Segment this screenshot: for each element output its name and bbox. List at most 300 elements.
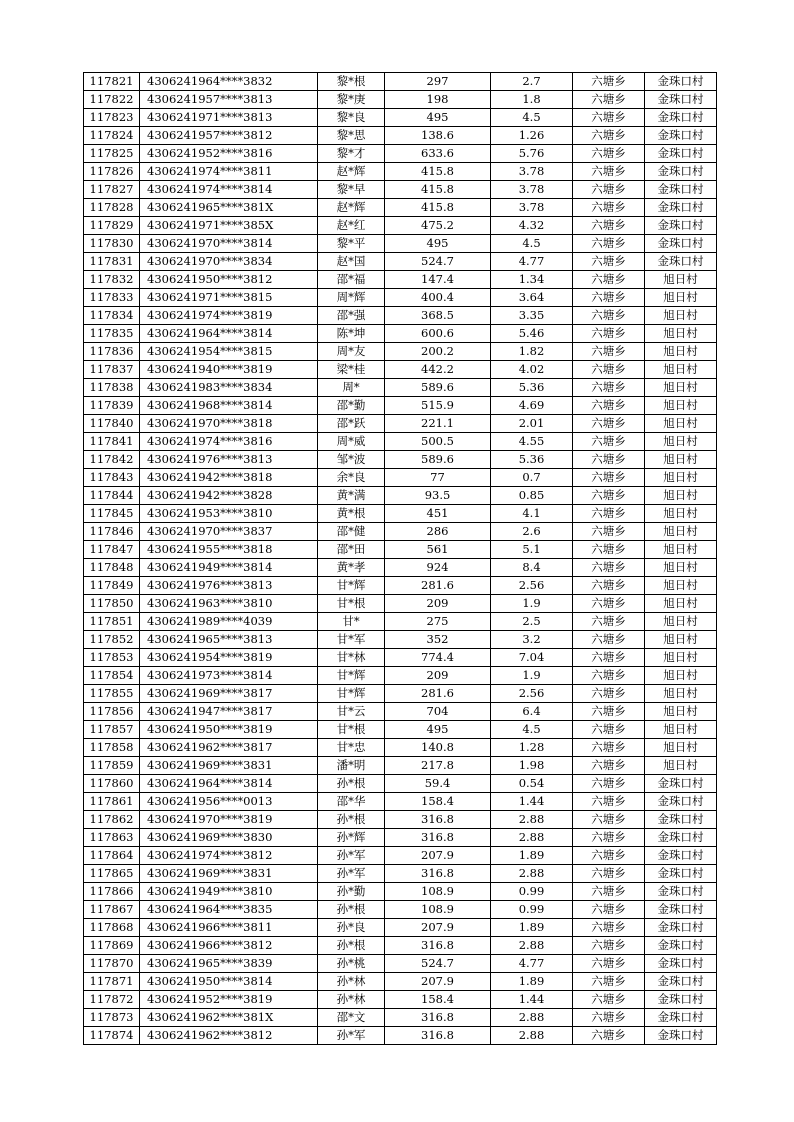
row-number-cell: 117861 (84, 793, 140, 811)
name-cell: 周*友 (318, 343, 385, 361)
id-number-cell: 4306241954****3815 (140, 343, 318, 361)
township-cell: 六塘乡 (573, 127, 645, 145)
name-cell: 黄*根 (318, 505, 385, 523)
amount-cell: 589.6 (385, 379, 491, 397)
row-number-cell: 117857 (84, 721, 140, 739)
row-number-cell: 117841 (84, 433, 140, 451)
name-cell: 甘*根 (318, 721, 385, 739)
name-cell: 孙*林 (318, 973, 385, 991)
name-cell: 甘*云 (318, 703, 385, 721)
table-row (84, 865, 717, 883)
area-cell: 2.56 (491, 685, 573, 703)
village-cell: 金珠口村 (645, 829, 717, 847)
name-cell: 甘*辉 (318, 577, 385, 595)
township-cell: 六塘乡 (573, 325, 645, 343)
id-number-cell: 4306241973****3814 (140, 667, 318, 685)
id-number-cell: 4306241942****3828 (140, 487, 318, 505)
id-number-cell: 4306241950****3812 (140, 271, 318, 289)
row-number-cell: 117844 (84, 487, 140, 505)
amount-cell: 207.9 (385, 973, 491, 991)
area-cell: 1.26 (491, 127, 573, 145)
area-cell: 1.34 (491, 271, 573, 289)
village-cell: 旭日村 (645, 667, 717, 685)
table-row (84, 415, 717, 433)
row-number-cell: 117858 (84, 739, 140, 757)
amount-cell: 500.5 (385, 433, 491, 451)
name-cell: 邵*健 (318, 523, 385, 541)
table-row (84, 649, 717, 667)
township-cell: 六塘乡 (573, 163, 645, 181)
village-cell: 金珠口村 (645, 91, 717, 109)
township-cell: 六塘乡 (573, 793, 645, 811)
township-cell: 六塘乡 (573, 415, 645, 433)
area-cell: 0.85 (491, 487, 573, 505)
village-cell: 旭日村 (645, 505, 717, 523)
data-table (83, 72, 717, 1045)
township-cell: 六塘乡 (573, 1009, 645, 1027)
area-cell: 4.5 (491, 235, 573, 253)
area-cell: 4.77 (491, 955, 573, 973)
table-row (84, 1009, 717, 1027)
amount-cell: 316.8 (385, 1027, 491, 1045)
id-number-cell: 4306241940****3819 (140, 361, 318, 379)
row-number-cell: 117840 (84, 415, 140, 433)
village-cell: 金珠口村 (645, 775, 717, 793)
row-number-cell: 117847 (84, 541, 140, 559)
township-cell: 六塘乡 (573, 577, 645, 595)
area-cell: 1.9 (491, 595, 573, 613)
village-cell: 金珠口村 (645, 865, 717, 883)
table-row (84, 667, 717, 685)
township-cell: 六塘乡 (573, 145, 645, 163)
id-number-cell: 4306241955****3818 (140, 541, 318, 559)
village-cell: 旭日村 (645, 595, 717, 613)
township-cell: 六塘乡 (573, 667, 645, 685)
amount-cell: 415.8 (385, 199, 491, 217)
village-cell: 旭日村 (645, 721, 717, 739)
village-cell: 旭日村 (645, 289, 717, 307)
area-cell: 1.28 (491, 739, 573, 757)
village-cell: 旭日村 (645, 451, 717, 469)
village-cell: 金珠口村 (645, 847, 717, 865)
village-cell: 金珠口村 (645, 793, 717, 811)
name-cell: 甘*根 (318, 595, 385, 613)
table-row (84, 595, 717, 613)
table-row (84, 433, 717, 451)
area-cell: 3.35 (491, 307, 573, 325)
table-row (84, 217, 717, 235)
village-cell: 旭日村 (645, 541, 717, 559)
name-cell: 孙*桃 (318, 955, 385, 973)
table-row (84, 235, 717, 253)
id-number-cell: 4306241965****381X (140, 199, 318, 217)
table-row (84, 847, 717, 865)
row-number-cell: 117867 (84, 901, 140, 919)
amount-cell: 286 (385, 523, 491, 541)
id-number-cell: 4306241974****3812 (140, 847, 318, 865)
table-row (84, 883, 717, 901)
village-cell: 旭日村 (645, 523, 717, 541)
area-cell: 3.64 (491, 289, 573, 307)
amount-cell: 198 (385, 91, 491, 109)
id-number-cell: 4306241974****3819 (140, 307, 318, 325)
name-cell: 邹*波 (318, 451, 385, 469)
row-number-cell: 117843 (84, 469, 140, 487)
name-cell: 邵*跃 (318, 415, 385, 433)
village-cell: 金珠口村 (645, 919, 717, 937)
amount-cell: 297 (385, 73, 491, 91)
row-number-cell: 117842 (84, 451, 140, 469)
table-row (84, 541, 717, 559)
name-cell: 黎*平 (318, 235, 385, 253)
area-cell: 1.89 (491, 919, 573, 937)
row-number-cell: 117849 (84, 577, 140, 595)
area-cell: 5.76 (491, 145, 573, 163)
area-cell: 2.88 (491, 937, 573, 955)
township-cell: 六塘乡 (573, 883, 645, 901)
row-number-cell: 117856 (84, 703, 140, 721)
amount-cell: 316.8 (385, 811, 491, 829)
id-number-cell: 4306241964****3814 (140, 325, 318, 343)
table-row (84, 181, 717, 199)
name-cell: 邵*强 (318, 307, 385, 325)
amount-cell: 415.8 (385, 163, 491, 181)
amount-cell: 475.2 (385, 217, 491, 235)
row-number-cell: 117828 (84, 199, 140, 217)
amount-cell: 352 (385, 631, 491, 649)
name-cell: 余*良 (318, 469, 385, 487)
name-cell: 周* (318, 379, 385, 397)
area-cell: 2.88 (491, 811, 573, 829)
row-number-cell: 117874 (84, 1027, 140, 1045)
village-cell: 金珠口村 (645, 955, 717, 973)
village-cell: 旭日村 (645, 397, 717, 415)
name-cell: 潘*明 (318, 757, 385, 775)
amount-cell: 524.7 (385, 955, 491, 973)
name-cell: 黎*早 (318, 181, 385, 199)
amount-cell: 589.6 (385, 451, 491, 469)
row-number-cell: 117827 (84, 181, 140, 199)
row-number-cell: 117825 (84, 145, 140, 163)
area-cell: 4.69 (491, 397, 573, 415)
id-number-cell: 4306241969****3831 (140, 757, 318, 775)
row-number-cell: 117865 (84, 865, 140, 883)
id-number-cell: 4306241983****3834 (140, 379, 318, 397)
id-number-cell: 4306241962****3817 (140, 739, 318, 757)
name-cell: 赵*辉 (318, 163, 385, 181)
village-cell: 旭日村 (645, 271, 717, 289)
township-cell: 六塘乡 (573, 217, 645, 235)
area-cell: 1.44 (491, 793, 573, 811)
amount-cell: 524.7 (385, 253, 491, 271)
township-cell: 六塘乡 (573, 739, 645, 757)
township-cell: 六塘乡 (573, 397, 645, 415)
amount-cell: 924 (385, 559, 491, 577)
area-cell: 8.4 (491, 559, 573, 577)
table-row (84, 559, 717, 577)
amount-cell: 704 (385, 703, 491, 721)
name-cell: 孙*林 (318, 991, 385, 1009)
id-number-cell: 4306241952****3819 (140, 991, 318, 1009)
township-cell: 六塘乡 (573, 199, 645, 217)
amount-cell: 207.9 (385, 847, 491, 865)
amount-cell: 140.8 (385, 739, 491, 757)
id-number-cell: 4306241962****381X (140, 1009, 318, 1027)
area-cell: 2.88 (491, 865, 573, 883)
table-row (84, 379, 717, 397)
table-row (84, 703, 717, 721)
row-number-cell: 117834 (84, 307, 140, 325)
table-row (84, 901, 717, 919)
area-cell: 3.78 (491, 181, 573, 199)
township-cell: 六塘乡 (573, 235, 645, 253)
id-number-cell: 4306241949****3810 (140, 883, 318, 901)
area-cell: 1.44 (491, 991, 573, 1009)
area-cell: 5.46 (491, 325, 573, 343)
name-cell: 甘*忠 (318, 739, 385, 757)
township-cell: 六塘乡 (573, 253, 645, 271)
area-cell: 1.89 (491, 847, 573, 865)
township-cell: 六塘乡 (573, 685, 645, 703)
table-row (84, 937, 717, 955)
name-cell: 孙*军 (318, 1027, 385, 1045)
name-cell: 梁*桂 (318, 361, 385, 379)
table-row (84, 451, 717, 469)
township-cell: 六塘乡 (573, 379, 645, 397)
row-number-cell: 117832 (84, 271, 140, 289)
amount-cell: 415.8 (385, 181, 491, 199)
township-cell: 六塘乡 (573, 73, 645, 91)
township-cell: 六塘乡 (573, 1027, 645, 1045)
name-cell: 孙*根 (318, 901, 385, 919)
name-cell: 甘*军 (318, 631, 385, 649)
row-number-cell: 117873 (84, 1009, 140, 1027)
name-cell: 周*威 (318, 433, 385, 451)
table-row (84, 1027, 717, 1045)
name-cell: 孙*良 (318, 919, 385, 937)
row-number-cell: 117850 (84, 595, 140, 613)
table-row (84, 343, 717, 361)
name-cell: 黎*根 (318, 73, 385, 91)
township-cell: 六塘乡 (573, 865, 645, 883)
amount-cell: 138.6 (385, 127, 491, 145)
id-number-cell: 4306241974****3814 (140, 181, 318, 199)
village-cell: 金珠口村 (645, 109, 717, 127)
village-cell: 金珠口村 (645, 217, 717, 235)
area-cell: 2.56 (491, 577, 573, 595)
name-cell: 孙*辉 (318, 829, 385, 847)
table-row (84, 811, 717, 829)
township-cell: 六塘乡 (573, 469, 645, 487)
area-cell: 4.77 (491, 253, 573, 271)
table-row (84, 271, 717, 289)
village-cell: 金珠口村 (645, 883, 717, 901)
township-cell: 六塘乡 (573, 955, 645, 973)
table-row (84, 955, 717, 973)
village-cell: 金珠口村 (645, 811, 717, 829)
amount-cell: 221.1 (385, 415, 491, 433)
amount-cell: 93.5 (385, 487, 491, 505)
township-cell: 六塘乡 (573, 649, 645, 667)
area-cell: 7.04 (491, 649, 573, 667)
amount-cell: 368.5 (385, 307, 491, 325)
village-cell: 旭日村 (645, 343, 717, 361)
name-cell: 陈*坤 (318, 325, 385, 343)
id-number-cell: 4306241989****4039 (140, 613, 318, 631)
id-number-cell: 4306241964****3814 (140, 775, 318, 793)
village-cell: 旭日村 (645, 379, 717, 397)
amount-cell: 495 (385, 109, 491, 127)
name-cell: 赵*红 (318, 217, 385, 235)
township-cell: 六塘乡 (573, 829, 645, 847)
id-number-cell: 4306241965****3813 (140, 631, 318, 649)
id-number-cell: 4306241969****3831 (140, 865, 318, 883)
name-cell: 孙*军 (318, 847, 385, 865)
id-number-cell: 4306241970****3818 (140, 415, 318, 433)
row-number-cell: 117823 (84, 109, 140, 127)
area-cell: 1.89 (491, 973, 573, 991)
id-number-cell: 4306241969****3830 (140, 829, 318, 847)
village-cell: 金珠口村 (645, 199, 717, 217)
table-row (84, 289, 717, 307)
amount-cell: 495 (385, 235, 491, 253)
row-number-cell: 117822 (84, 91, 140, 109)
row-number-cell: 117871 (84, 973, 140, 991)
id-number-cell: 4306241968****3814 (140, 397, 318, 415)
area-cell: 5.36 (491, 379, 573, 397)
name-cell: 邵*勤 (318, 397, 385, 415)
id-number-cell: 4306241953****3810 (140, 505, 318, 523)
row-number-cell: 117863 (84, 829, 140, 847)
table-row (84, 685, 717, 703)
township-cell: 六塘乡 (573, 631, 645, 649)
row-number-cell: 117839 (84, 397, 140, 415)
id-number-cell: 4306241957****3813 (140, 91, 318, 109)
row-number-cell: 117835 (84, 325, 140, 343)
village-cell: 金珠口村 (645, 937, 717, 955)
id-number-cell: 4306241971****3815 (140, 289, 318, 307)
township-cell: 六塘乡 (573, 289, 645, 307)
village-cell: 金珠口村 (645, 253, 717, 271)
village-cell: 旭日村 (645, 433, 717, 451)
village-cell: 旭日村 (645, 307, 717, 325)
table-row (84, 721, 717, 739)
township-cell: 六塘乡 (573, 307, 645, 325)
amount-cell: 275 (385, 613, 491, 631)
table-row (84, 91, 717, 109)
row-number-cell: 117872 (84, 991, 140, 1009)
row-number-cell: 117866 (84, 883, 140, 901)
village-cell: 旭日村 (645, 577, 717, 595)
amount-cell: 108.9 (385, 901, 491, 919)
area-cell: 5.36 (491, 451, 573, 469)
village-cell: 金珠口村 (645, 1009, 717, 1027)
township-cell: 六塘乡 (573, 937, 645, 955)
name-cell: 邵*福 (318, 271, 385, 289)
name-cell: 黄*满 (318, 487, 385, 505)
row-number-cell: 117848 (84, 559, 140, 577)
id-number-cell: 4306241956****0013 (140, 793, 318, 811)
amount-cell: 207.9 (385, 919, 491, 937)
area-cell: 2.7 (491, 73, 573, 91)
village-cell: 旭日村 (645, 703, 717, 721)
township-cell: 六塘乡 (573, 487, 645, 505)
amount-cell: 495 (385, 721, 491, 739)
name-cell: 邵*华 (318, 793, 385, 811)
row-number-cell: 117860 (84, 775, 140, 793)
township-cell: 六塘乡 (573, 541, 645, 559)
row-number-cell: 117829 (84, 217, 140, 235)
id-number-cell: 4306241974****3811 (140, 163, 318, 181)
village-cell: 旭日村 (645, 415, 717, 433)
township-cell: 六塘乡 (573, 721, 645, 739)
row-number-cell: 117831 (84, 253, 140, 271)
area-cell: 4.1 (491, 505, 573, 523)
row-number-cell: 117833 (84, 289, 140, 307)
id-number-cell: 4306241971****385X (140, 217, 318, 235)
village-cell: 旭日村 (645, 685, 717, 703)
row-number-cell: 117838 (84, 379, 140, 397)
id-number-cell: 4306241949****3814 (140, 559, 318, 577)
table-row (84, 253, 717, 271)
village-cell: 旭日村 (645, 469, 717, 487)
area-cell: 1.98 (491, 757, 573, 775)
table-row (84, 577, 717, 595)
amount-cell: 515.9 (385, 397, 491, 415)
id-number-cell: 4306241963****3810 (140, 595, 318, 613)
name-cell: 孙*根 (318, 811, 385, 829)
id-number-cell: 4306241952****3816 (140, 145, 318, 163)
id-number-cell: 4306241942****3818 (140, 469, 318, 487)
area-cell: 5.1 (491, 541, 573, 559)
township-cell: 六塘乡 (573, 919, 645, 937)
area-cell: 0.99 (491, 883, 573, 901)
id-number-cell: 4306241947****3817 (140, 703, 318, 721)
amount-cell: 59.4 (385, 775, 491, 793)
amount-cell: 209 (385, 595, 491, 613)
name-cell: 甘*辉 (318, 667, 385, 685)
name-cell: 黎*思 (318, 127, 385, 145)
id-number-cell: 4306241970****3837 (140, 523, 318, 541)
township-cell: 六塘乡 (573, 523, 645, 541)
township-cell: 六塘乡 (573, 271, 645, 289)
area-cell: 2.5 (491, 613, 573, 631)
amount-cell: 316.8 (385, 937, 491, 955)
table-row (84, 505, 717, 523)
village-cell: 金珠口村 (645, 163, 717, 181)
area-cell: 3.78 (491, 199, 573, 217)
village-cell: 金珠口村 (645, 235, 717, 253)
township-cell: 六塘乡 (573, 343, 645, 361)
area-cell: 4.5 (491, 721, 573, 739)
id-number-cell: 4306241970****3819 (140, 811, 318, 829)
township-cell: 六塘乡 (573, 361, 645, 379)
table-row (84, 145, 717, 163)
table-row (84, 757, 717, 775)
id-number-cell: 4306241970****3814 (140, 235, 318, 253)
id-number-cell: 4306241962****3812 (140, 1027, 318, 1045)
table-row (84, 199, 717, 217)
area-cell: 0.99 (491, 901, 573, 919)
township-cell: 六塘乡 (573, 811, 645, 829)
table-row (84, 73, 717, 91)
amount-cell: 158.4 (385, 991, 491, 1009)
table-row (84, 973, 717, 991)
name-cell: 孙*军 (318, 865, 385, 883)
row-number-cell: 117859 (84, 757, 140, 775)
township-cell: 六塘乡 (573, 775, 645, 793)
area-cell: 1.82 (491, 343, 573, 361)
